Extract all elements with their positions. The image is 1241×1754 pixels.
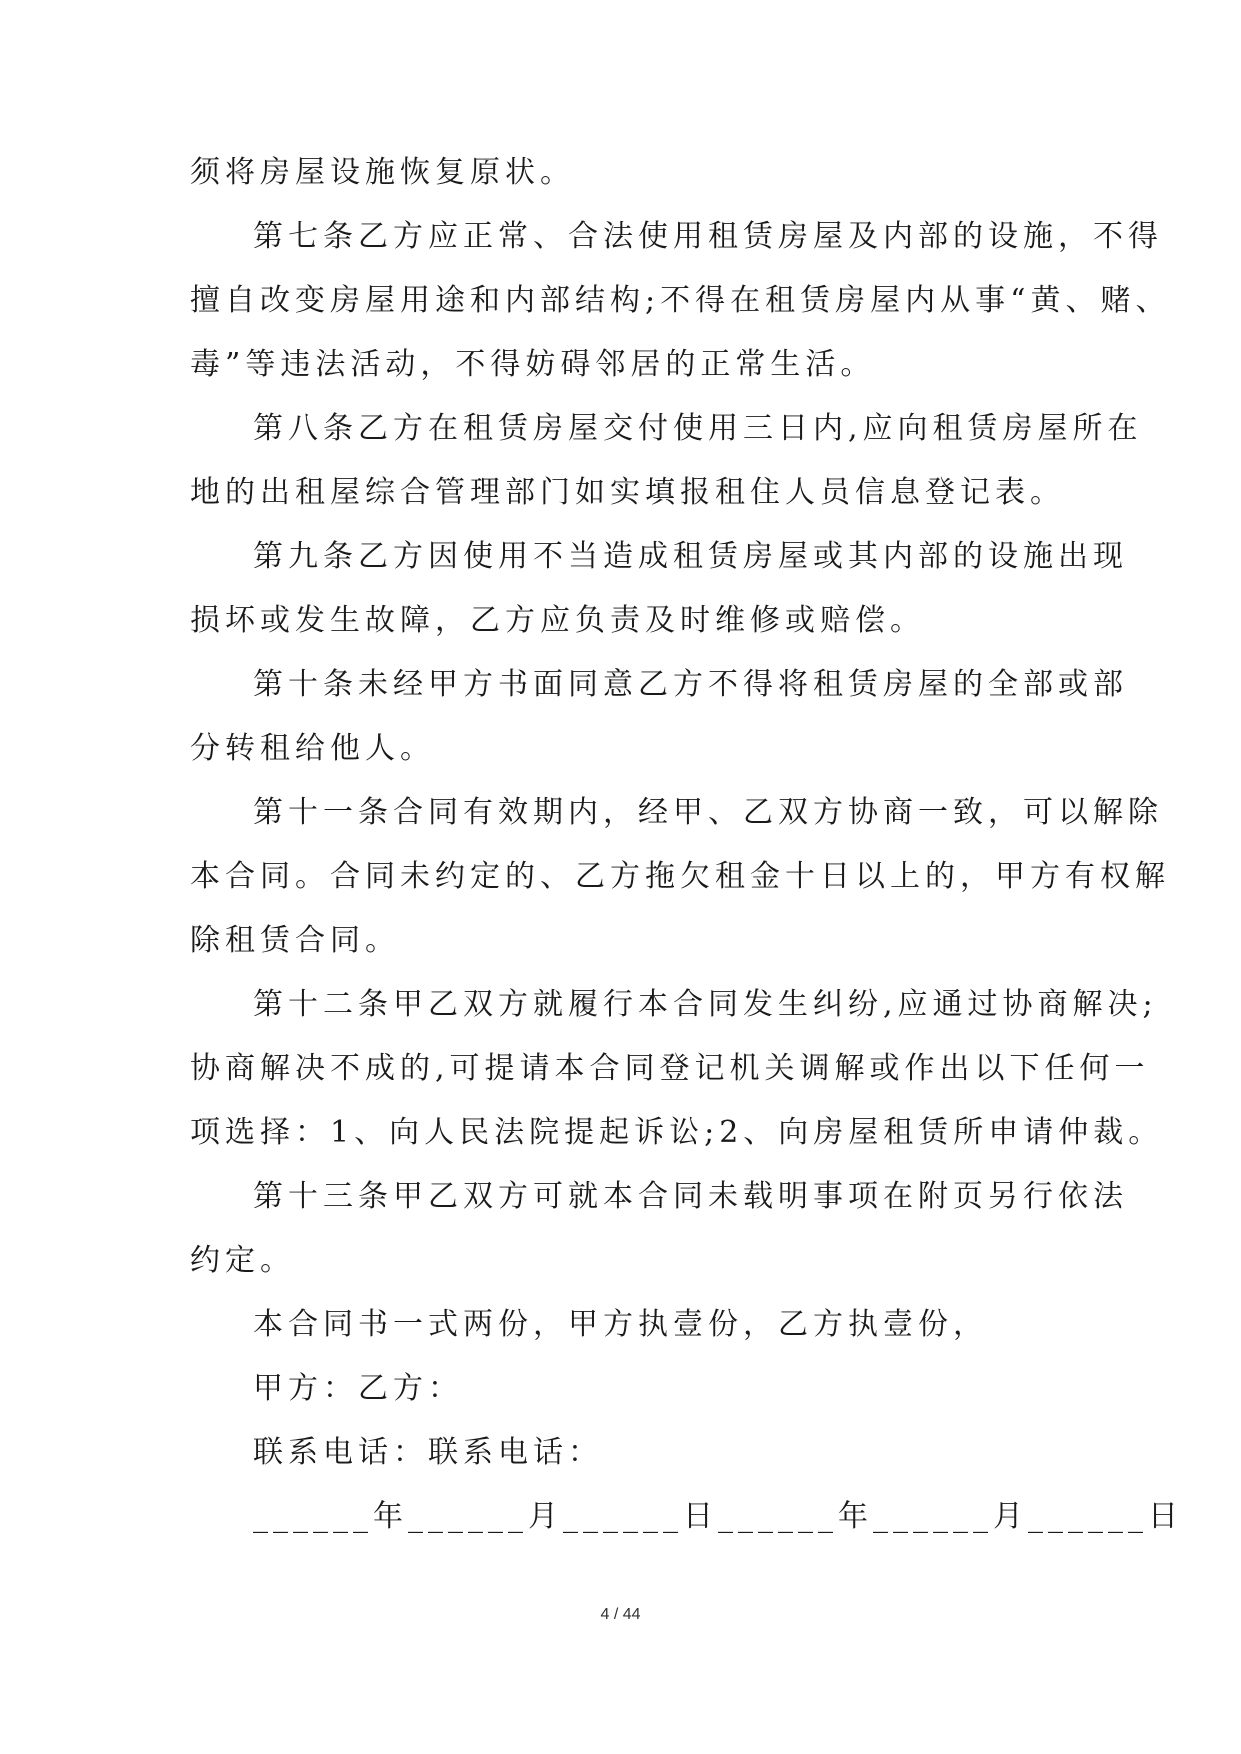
text-line: 本合同书一式两份，甲方执壹份，乙方执壹份， <box>253 1307 988 1342</box>
text-line: 甲方：乙方： <box>253 1371 463 1406</box>
text-line: 本合同。合同未约定的、乙方拖欠租金十日以上的，甲方有权解 <box>190 859 1170 894</box>
text-line: 协商解决不成的,可提请本合同登记机关调解或作出以下任何一 <box>190 1051 1150 1086</box>
text-line: 除租赁合同。 <box>190 923 400 958</box>
text-line: 地的出租屋综合管理部门如实填报租住人员信息登记表。 <box>190 475 1065 510</box>
date-signature-line: ______年______月______日______年______月______日 <box>253 1499 1183 1534</box>
text-line: 第十一条合同有效期内，经甲、乙双方协商一致，可以解除 <box>253 795 1163 830</box>
page-number: 4 / 44 <box>600 1606 641 1623</box>
text-line: 约定。 <box>190 1243 295 1278</box>
text-line: 损坏或发生故障，乙方应负责及时维修或赔偿。 <box>190 603 925 638</box>
text-line: 毒”等违法活动，不得妨碍邻居的正常生活。 <box>190 347 876 382</box>
text-line: 第十条未经甲方书面同意乙方不得将租赁房屋的全部或部 <box>253 667 1128 702</box>
document-body <box>190 154 1183 1562</box>
text-line: 项选择：1、向人民法院提起诉讼;2、向房屋租赁所申请仲裁。 <box>190 1115 1164 1150</box>
text-line: 第八条乙方在租赁房屋交付使用三日内,应向租赁房屋所在 <box>253 411 1143 446</box>
text-line: 第十三条甲乙双方可就本合同未载明事项在附页另行依法 <box>253 1179 1128 1214</box>
text-line: 联系电话：联系电话： <box>253 1435 603 1470</box>
text-line: 须将房屋设施恢复原状。 <box>190 155 575 190</box>
text-line: 擅自改变房屋用途和内部结构;不得在租赁房屋内从事“黄、赌、 <box>190 283 1171 318</box>
text-line: 第七条乙方应正常、合法使用租赁房屋及内部的设施，不得 <box>253 219 1163 254</box>
text-line: 第九条乙方因使用不当造成租赁房屋或其内部的设施出现 <box>253 539 1128 574</box>
text-line: 第十二条甲乙双方就履行本合同发生纠纷,应通过协商解决; <box>253 987 1158 1022</box>
text-line: 分转租给他人。 <box>190 731 435 766</box>
